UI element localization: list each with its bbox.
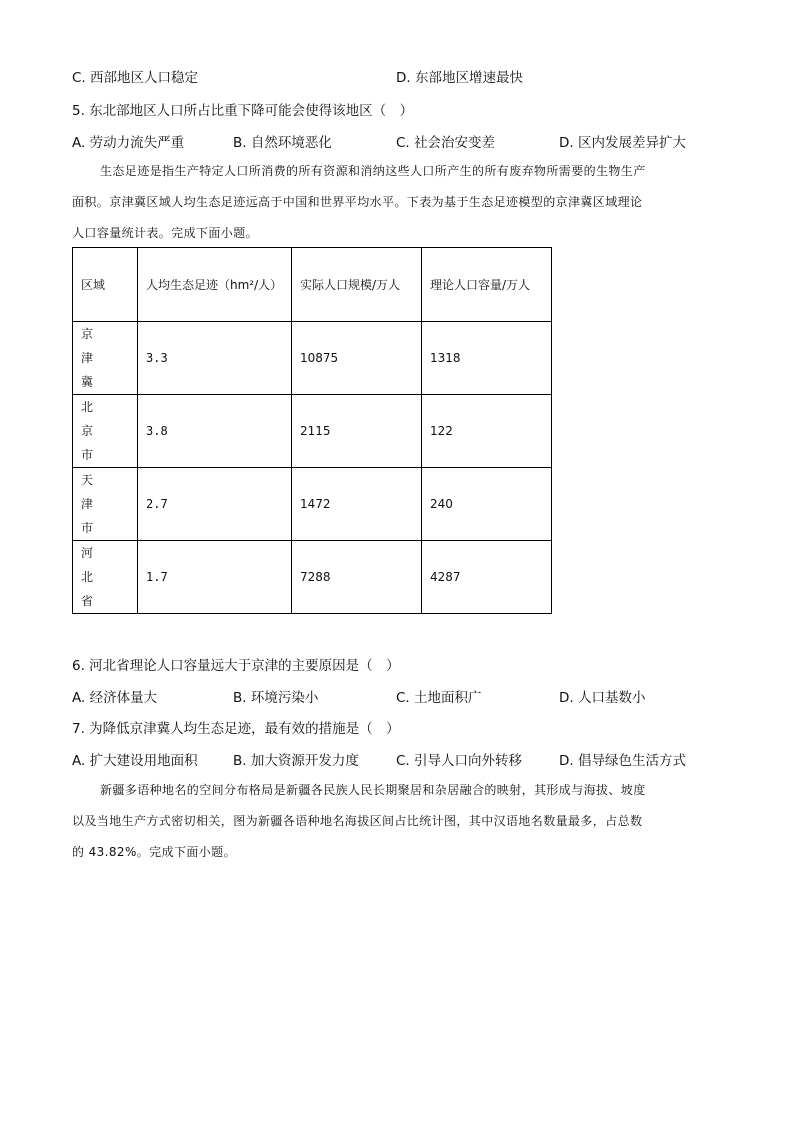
- actual-population-cell: 2115: [292, 395, 422, 468]
- theoretical-capacity-cell: 122: [422, 395, 552, 468]
- q5-option-c: C. 社会治安变差: [396, 135, 496, 151]
- footprint-cell: 3.3: [138, 322, 292, 395]
- option-d: D. 东部地区增速最快: [396, 70, 523, 86]
- q5-option-b: B. 自然环境恶化: [233, 135, 332, 151]
- q7-option-d: D. 倡导绿色生活方式: [559, 753, 686, 769]
- region-cell: 京津冀: [73, 322, 138, 395]
- passage1-line-3: 人口容量统计表。完成下面小题。: [72, 226, 259, 240]
- passage1-line-1: 生态足迹是指生产特定人口所消费的所有资源和消纳这些人口所产生的所有废弃物所需要的生物生产: [100, 164, 646, 178]
- table-row: [73, 468, 552, 541]
- table-row: [73, 541, 552, 614]
- question-5-stem: 5. 东北部地区人口所占比重下降可能会使得该地区（ ）: [72, 103, 414, 119]
- population-capacity-table: [72, 247, 552, 614]
- question-6-stem: 6. 河北省理论人口容量远大于京津的主要原因是（ ）: [72, 658, 400, 674]
- footprint-cell: 1.7: [138, 541, 292, 614]
- q7-option-a: A. 扩大建设用地面积: [72, 753, 198, 769]
- option-c: C. 西部地区人口稳定: [72, 70, 199, 86]
- q7-option-c: C. 引导人口向外转移: [396, 753, 523, 769]
- passage2-line-2: 以及当地生产方式密切相关，图为新疆各语种地名海拔区间占比统计图，其中汉语地名数量最多，占总数: [72, 814, 643, 828]
- q6-option-c: C. 土地面积广: [396, 690, 482, 706]
- actual-population-cell: 7288: [292, 541, 422, 614]
- q7-option-b: B. 加大资源开发力度: [233, 753, 359, 769]
- region-cell: 河北省: [73, 541, 138, 614]
- region-cell: 天津市: [73, 468, 138, 541]
- header-actual-population: 实际人口规模/万人: [292, 248, 422, 322]
- q6-option-d: D. 人口基数小: [559, 690, 646, 706]
- passage2-line-1: 新疆多语种地名的空间分布格局是新疆各民族人民长期聚居和杂居融合的映射，其形成与海拔、坡度: [100, 783, 646, 797]
- footprint-cell: 2.7: [138, 468, 292, 541]
- theoretical-capacity-cell: 4287: [422, 541, 552, 614]
- header-footprint: 人均生态足迹（hm²/人）: [138, 248, 292, 322]
- q5-option-d: D. 区内发展差异扩大: [559, 135, 686, 151]
- table-row: [73, 395, 552, 468]
- actual-population-cell: 1472: [292, 468, 422, 541]
- q6-option-a: A. 经济体量大: [72, 690, 158, 706]
- passage2-line-3: 的 43.82%。完成下面小题。: [72, 845, 236, 859]
- q5-option-a: A. 劳动力流失严重: [72, 135, 185, 151]
- table-header-row: [73, 248, 552, 322]
- theoretical-capacity-cell: 240: [422, 468, 552, 541]
- question-7-stem: 7. 为降低京津冀人均生态足迹，最有效的措施是（ ）: [72, 721, 400, 737]
- header-theoretical-capacity: 理论人口容量/万人: [422, 248, 552, 322]
- actual-population-cell: 10875: [292, 322, 422, 395]
- theoretical-capacity-cell: 1318: [422, 322, 552, 395]
- header-region: 区域: [73, 248, 138, 322]
- region-cell: 北京市: [73, 395, 138, 468]
- footprint-cell: 3.8: [138, 395, 292, 468]
- passage1-line-2: 面积。京津冀区域人均生态足迹远高于中国和世界平均水平。下表为基于生态足迹模型的京津冀区域理论: [72, 195, 643, 209]
- table-row: [73, 322, 552, 395]
- q6-option-b: B. 环境污染小: [233, 690, 319, 706]
